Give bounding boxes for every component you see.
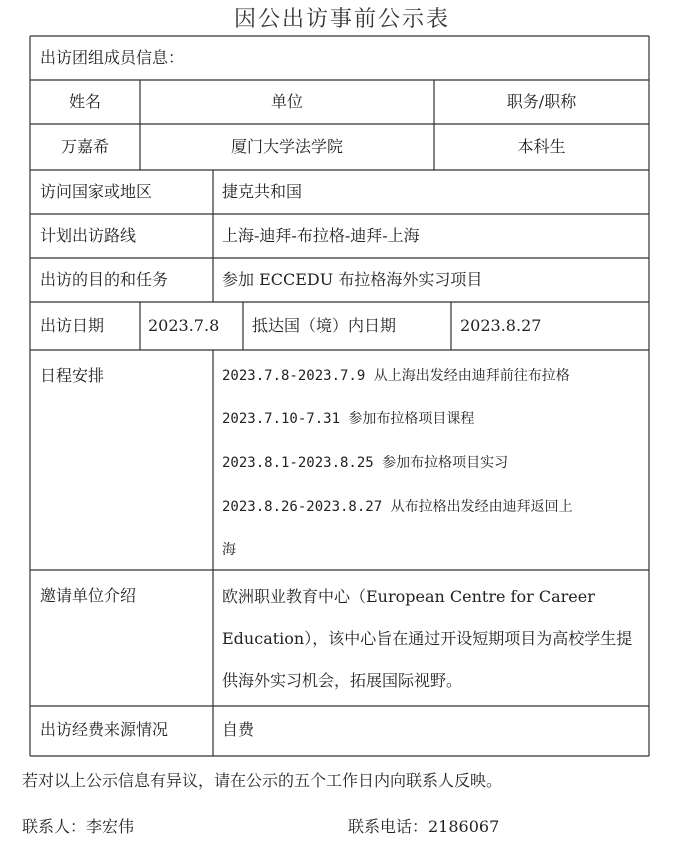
schedule-line: 2023.8.26-2023.8.27 从布拉格出发经由迪拜返回上 xyxy=(222,499,573,515)
header-name: 姓名 xyxy=(68,92,101,111)
invite-description: 欧洲职业教育中心（European Centre for Career Education），该中心旨在通过开设短期项目为高校学生提供海外实习机会，拓展国际视野。 xyxy=(222,587,633,690)
member-name: 万嘉希 xyxy=(60,137,109,156)
schedule-line: 海 xyxy=(222,542,236,558)
date-label: 出访日期 xyxy=(40,316,105,335)
header-position: 职务/职称 xyxy=(506,92,577,111)
contact-phone: 联系电话：2186067 xyxy=(348,817,500,836)
member-unit: 厦门大学法学院 xyxy=(230,137,343,156)
purpose-label: 出访的目的和任务 xyxy=(40,270,169,289)
schedule-line: 2023.7.10-7.31 参加布拉格项目课程 xyxy=(222,411,475,427)
member-position: 本科生 xyxy=(517,137,566,156)
return-date-value: 2023.8.27 xyxy=(460,316,542,335)
schedule-label: 日程安排 xyxy=(40,366,105,385)
country-value: 捷克共和国 xyxy=(222,182,303,201)
header-unit: 单位 xyxy=(270,92,303,111)
section-header: 出访团组成员信息： xyxy=(40,48,185,67)
country-label: 访问国家或地区 xyxy=(40,182,153,201)
funding-label: 出访经费来源情况 xyxy=(40,720,169,739)
route-label: 计划出访路线 xyxy=(40,226,137,245)
purpose-value: 参加 ECCEDU 布拉格海外实习项目 xyxy=(222,270,483,289)
schedule-line: 2023.8.1-2023.8.25 参加布拉格项目实习 xyxy=(222,455,509,471)
objection-notice: 若对以上公示信息有异议，请在公示的五个工作日内向联系人反映。 xyxy=(22,771,503,790)
contact-person: 联系人：李宏伟 xyxy=(22,817,135,836)
route-value: 上海-迪拜-布拉格-迪拜-上海 xyxy=(222,226,420,245)
schedule-line: 2023.7.8-2023.7.9 从上海出发经由迪拜前往布拉格 xyxy=(222,368,570,384)
page-title: 因公出访事前公示表 xyxy=(233,7,450,32)
invite-label: 邀请单位介绍 xyxy=(40,586,137,605)
funding-value: 自费 xyxy=(222,720,255,739)
date-value: 2023.7.8 xyxy=(148,316,220,335)
return-date-label: 抵达国（境）内日期 xyxy=(252,316,397,335)
